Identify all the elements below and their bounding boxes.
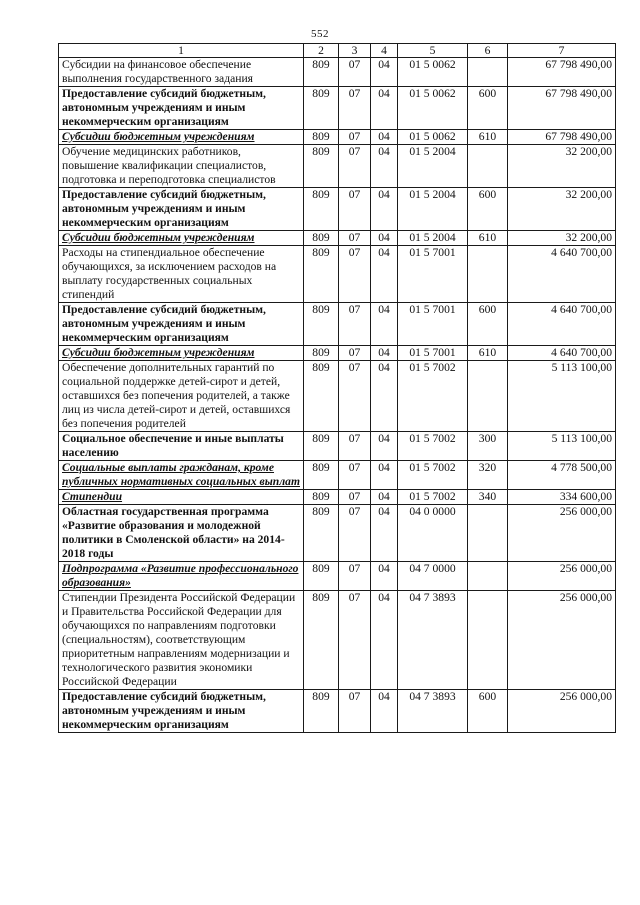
cell-section-code: 07 [339,58,371,87]
cell-target-article-code: 04 0 0000 [398,505,468,562]
cell-name: Стипендии Президента Российской Федерации и Правительства Российской Федерации для обучающихся по направлениям подготовки (специальностям), соответствующим приоритетным направлениям модернизации и технологического развития экономики Российской Федерации [59,591,304,690]
table-row [59,145,616,188]
cell-subsection-code: 04 [371,246,398,303]
cell-name: Субсидии на финансовое обеспечение выполнения государственного задания [59,58,304,87]
column-header-section: 3 [339,44,371,58]
cell-expense-type-code: 320 [468,461,508,490]
cell-target-article-code: 01 5 2004 [398,188,468,231]
cell-ministry-code: 809 [304,130,339,145]
cell-name: Областная государственная программа «Развитие образования и молодежной политики в Смоленской области» на 2014-2018 годы [59,505,304,562]
cell-target-article-code: 04 7 0000 [398,562,468,591]
cell-subsection-code: 04 [371,361,398,432]
cell-section-code: 07 [339,361,371,432]
cell-target-article-code: 01 5 0062 [398,58,468,87]
cell-ministry-code: 809 [304,505,339,562]
cell-expense-type-code: 610 [468,346,508,361]
cell-subsection-code: 04 [371,231,398,246]
cell-name: Обеспечение дополнительных гарантий по социальной поддержке детей-сирот и детей, оставшихся без попечения родителей, а также лиц из числа детей-сирот и детей, оставшихся без попечения родителей [59,361,304,432]
cell-amount: 67 798 490,00 [508,130,616,145]
cell-name: Предоставление субсидий бюджетным, автономным учреждениям и иным некоммерческим организациям [59,188,304,231]
cell-section-code: 07 [339,461,371,490]
cell-name: Обучение медицинских работников, повышение квалификации специалистов, подготовка и переподготовка специалистов [59,145,304,188]
cell-section-code: 07 [339,130,371,145]
cell-ministry-code: 809 [304,303,339,346]
cell-subsection-code: 04 [371,562,398,591]
cell-name: Субсидии бюджетным учреждениям [59,231,304,246]
column-header-amount: 7 [508,44,616,58]
cell-target-article-code: 01 5 0062 [398,130,468,145]
cell-section-code: 07 [339,505,371,562]
cell-ministry-code: 809 [304,346,339,361]
cell-subsection-code: 04 [371,346,398,361]
cell-expense-type-code: 610 [468,231,508,246]
cell-target-article-code: 04 7 3893 [398,690,468,733]
cell-target-article-code: 01 5 7001 [398,303,468,346]
cell-expense-type-code: 600 [468,188,508,231]
cell-name: Стипендии [59,490,304,505]
cell-ministry-code: 809 [304,58,339,87]
cell-ministry-code: 809 [304,87,339,130]
budget-table [58,43,616,733]
table-body [59,58,616,733]
table-row [59,231,616,246]
cell-expense-type-code: 600 [468,303,508,346]
cell-name: Предоставление субсидий бюджетным, автономным учреждениям и иным некоммерческим организациям [59,87,304,130]
cell-ministry-code: 809 [304,246,339,303]
cell-name: Предоставление субсидий бюджетным, автономным учреждениям и иным некоммерческим организациям [59,303,304,346]
cell-amount: 67 798 490,00 [508,87,616,130]
cell-ministry-code: 809 [304,461,339,490]
cell-target-article-code: 01 5 0062 [398,87,468,130]
cell-section-code: 07 [339,490,371,505]
cell-subsection-code: 04 [371,188,398,231]
cell-expense-type-code [468,246,508,303]
cell-target-article-code: 01 5 7002 [398,361,468,432]
cell-expense-type-code: 610 [468,130,508,145]
cell-ministry-code: 809 [304,562,339,591]
cell-amount: 32 200,00 [508,231,616,246]
cell-target-article-code: 01 5 2004 [398,145,468,188]
cell-name: Субсидии бюджетным учреждениям [59,346,304,361]
cell-name: Подпрограмма «Развитие профессионального образования» [59,562,304,591]
cell-amount: 334 600,00 [508,490,616,505]
cell-target-article-code: 01 5 7002 [398,432,468,461]
cell-expense-type-code [468,361,508,432]
cell-expense-type-code [468,505,508,562]
cell-amount: 4 778 500,00 [508,461,616,490]
cell-amount: 5 113 100,00 [508,361,616,432]
cell-section-code: 07 [339,303,371,346]
table-row [59,58,616,87]
cell-section-code: 07 [339,690,371,733]
cell-ministry-code: 809 [304,361,339,432]
cell-section-code: 07 [339,246,371,303]
cell-subsection-code: 04 [371,130,398,145]
cell-expense-type-code [468,58,508,87]
column-header-target-article: 5 [398,44,468,58]
table-row [59,87,616,130]
cell-subsection-code: 04 [371,461,398,490]
cell-subsection-code: 04 [371,490,398,505]
table-row [59,246,616,303]
table-row [59,346,616,361]
cell-expense-type-code [468,145,508,188]
cell-expense-type-code: 300 [468,432,508,461]
cell-expense-type-code [468,562,508,591]
table-row [59,188,616,231]
table-row [59,690,616,733]
cell-section-code: 07 [339,145,371,188]
cell-ministry-code: 809 [304,490,339,505]
table-row [59,432,616,461]
cell-amount: 256 000,00 [508,562,616,591]
column-header-subsection: 4 [371,44,398,58]
cell-amount: 5 113 100,00 [508,432,616,461]
cell-target-article-code: 01 5 7002 [398,490,468,505]
cell-amount: 32 200,00 [508,145,616,188]
table-row [59,461,616,490]
cell-section-code: 07 [339,346,371,361]
cell-ministry-code: 809 [304,591,339,690]
cell-subsection-code: 04 [371,505,398,562]
cell-section-code: 07 [339,188,371,231]
cell-subsection-code: 04 [371,58,398,87]
cell-ministry-code: 809 [304,145,339,188]
table-row [59,505,616,562]
table-row [59,562,616,591]
cell-subsection-code: 04 [371,87,398,130]
cell-subsection-code: 04 [371,432,398,461]
cell-name: Расходы на стипендиальное обеспечение обучающихся, за исключением расходов на выплату государственных социальных стипендий [59,246,304,303]
cell-amount: 4 640 700,00 [508,246,616,303]
cell-amount: 256 000,00 [508,591,616,690]
table-row [59,303,616,346]
column-header-expense-type: 6 [468,44,508,58]
page-number: 552 [311,28,329,40]
table-row [59,361,616,432]
cell-amount: 256 000,00 [508,690,616,733]
cell-section-code: 07 [339,591,371,690]
cell-section-code: 07 [339,87,371,130]
cell-amount: 4 640 700,00 [508,346,616,361]
cell-expense-type-code [468,591,508,690]
cell-expense-type-code: 600 [468,87,508,130]
cell-ministry-code: 809 [304,188,339,231]
cell-expense-type-code: 600 [468,690,508,733]
cell-name: Предоставление субсидий бюджетным, автономным учреждениям и иным некоммерческим организациям [59,690,304,733]
cell-expense-type-code: 340 [468,490,508,505]
cell-ministry-code: 809 [304,690,339,733]
table-row [59,130,616,145]
table-row [59,591,616,690]
cell-section-code: 07 [339,432,371,461]
cell-section-code: 07 [339,231,371,246]
cell-amount: 4 640 700,00 [508,303,616,346]
cell-amount: 256 000,00 [508,505,616,562]
cell-amount: 32 200,00 [508,188,616,231]
cell-ministry-code: 809 [304,432,339,461]
cell-target-article-code: 04 7 3893 [398,591,468,690]
cell-subsection-code: 04 [371,145,398,188]
cell-name: Социальное обеспечение и иные выплаты населению [59,432,304,461]
cell-name: Социальные выплаты гражданам, кроме публичных нормативных социальных выплат [59,461,304,490]
column-header-name: 1 [59,44,304,58]
cell-name: Субсидии бюджетным учреждениям [59,130,304,145]
cell-amount: 67 798 490,00 [508,58,616,87]
cell-section-code: 07 [339,562,371,591]
cell-target-article-code: 01 5 7001 [398,246,468,303]
cell-ministry-code: 809 [304,231,339,246]
column-header-ministry: 2 [304,44,339,58]
table-row [59,490,616,505]
cell-subsection-code: 04 [371,690,398,733]
cell-target-article-code: 01 5 7002 [398,461,468,490]
table-header-row [59,44,616,58]
cell-target-article-code: 01 5 7001 [398,346,468,361]
cell-subsection-code: 04 [371,303,398,346]
cell-subsection-code: 04 [371,591,398,690]
cell-target-article-code: 01 5 2004 [398,231,468,246]
